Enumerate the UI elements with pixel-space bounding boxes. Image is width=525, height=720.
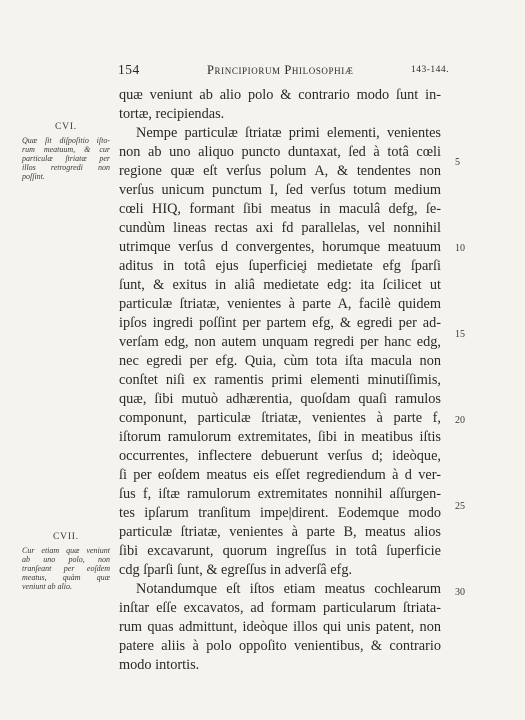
side-note-line: tranſeant per eoſdem [22,564,110,573]
text-line: non ab uno aliquo puncto duntaxat, ſed à totâ cœli [119,144,441,160]
body-text [119,86,441,675]
page-number: 154 [118,62,140,77]
side-note-line: Cur etiam quæ veniunt [22,546,110,555]
text-line: tes ipſarum tranſitum impe|dirent. Eodemque modo [119,505,441,521]
side-note-line: poſſint. [22,172,45,181]
line-number: 20 [455,415,465,426]
text-line: particulæ ſtriatæ, venientes à parte A, facilè quidem [119,296,441,312]
text-line: particulæ ſtriatæ, venientes à parte B, meatus alios [119,524,441,540]
side-note-line: ab uno polo, non [22,555,110,564]
text-line: verſus unicum punctum I, ſed verſus totum medium [119,182,441,198]
side-note-line: veniunt ab alio. [22,582,72,591]
text-line: regione quæ eſt verſus polum A, & tendentes non [119,163,441,179]
line-number: 30 [455,587,465,598]
side-note-line: illos retrogredi non [22,163,110,172]
text-line: ſibi excavarunt, quorum ingreſſus in totâ ſuperficie [119,543,441,559]
text-line: Nempe particulæ ſtriatæ primi elementi, venientes [136,125,441,141]
text-line: aditus in totâ ejus ſuperficie̥i medietate efg ſparſi [119,258,441,274]
text-line: inſtar eſſe excavatos, ad formam particularum ſtriata- [119,600,441,616]
section-reference: 143-144. [411,65,450,75]
text-line: iſtorum ramulorum extremitates, ſibi in meatibus iſtis [119,429,441,445]
line-number: 15 [455,329,465,340]
side-note-line: particulæ ſtriatæ per [22,154,110,163]
side-note-cvii [22,533,110,591]
side-note-line: rum meatuum, & cur [22,145,110,154]
text-line: rum quas admittunt, ideòque illos qui unis patent, non [119,619,441,635]
side-note-number: CVI. [55,122,77,132]
text-line: ſus f, iſtæ ramulorum extremitates nonnihil aſſurgen- [119,486,441,502]
text-line: conſtet niſi ex ramentis primi elementi minutiſſimis, [119,372,441,388]
running-title: Principiorum Philosophiæ [207,63,354,77]
text-line: occurrentes, inflectere debuerunt verſus d; ideòque, [119,448,441,464]
text-line: quæ veniunt ab alio polo & contrario modo ſunt in- [119,87,441,103]
text-line: cdg ſparſi ſunt, & egreſſus in adverſâ efg. [119,562,353,578]
text-line: quæ, ſibi mutuò adhærentia, quoſdam quaſi ramulos [119,391,441,407]
text-line: componunt, particulæ ſtriatæ, venientes à parte f, [119,410,441,426]
text-line: cundùm lineas rectas axi fd parallelas, vel nonnihil [119,220,441,236]
text-line: patere aliis à polo oppoſito venientibus, & contrario [119,638,441,654]
text-line: tortæ, recipiendas. [119,106,225,122]
text-line: Notandumque eſt iſtos etiam meatus cochlearum [136,581,441,597]
text-line: nec egredi per efg. Quia, cùm tota iſta macula non [119,353,441,369]
side-note-number: CVII. [53,532,79,542]
page-header [0,62,525,82]
line-number: 10 [455,243,465,254]
text-line: verſam edg, non autem unquam regredi per hanc edg, [119,334,441,350]
line-number: 25 [455,501,465,512]
text-line: cœli HIQ, formant ſibi meatus in maculâ defg, ſe- [119,201,441,217]
side-note-cvi [22,123,110,181]
side-note-line: Quæ ſit diſpoſitio iſto- [22,136,110,145]
line-number: 5 [455,157,460,168]
text-line: modo intortis. [119,657,200,673]
text-line: ipſos ingredi poſſint per partem efg, & egredi per ad- [119,315,441,331]
text-line: utrimque verſus d convergentes, horumque meatuum [119,239,441,255]
text-line: ſunt, & exitus in aliâ medietate edg: ita ſcilicet ut [119,277,441,293]
side-note-line: meatus, quàm quæ [22,573,110,582]
text-line: ſi per eoſdem meatus eis eſſet regrediendum à d ver- [119,467,441,483]
